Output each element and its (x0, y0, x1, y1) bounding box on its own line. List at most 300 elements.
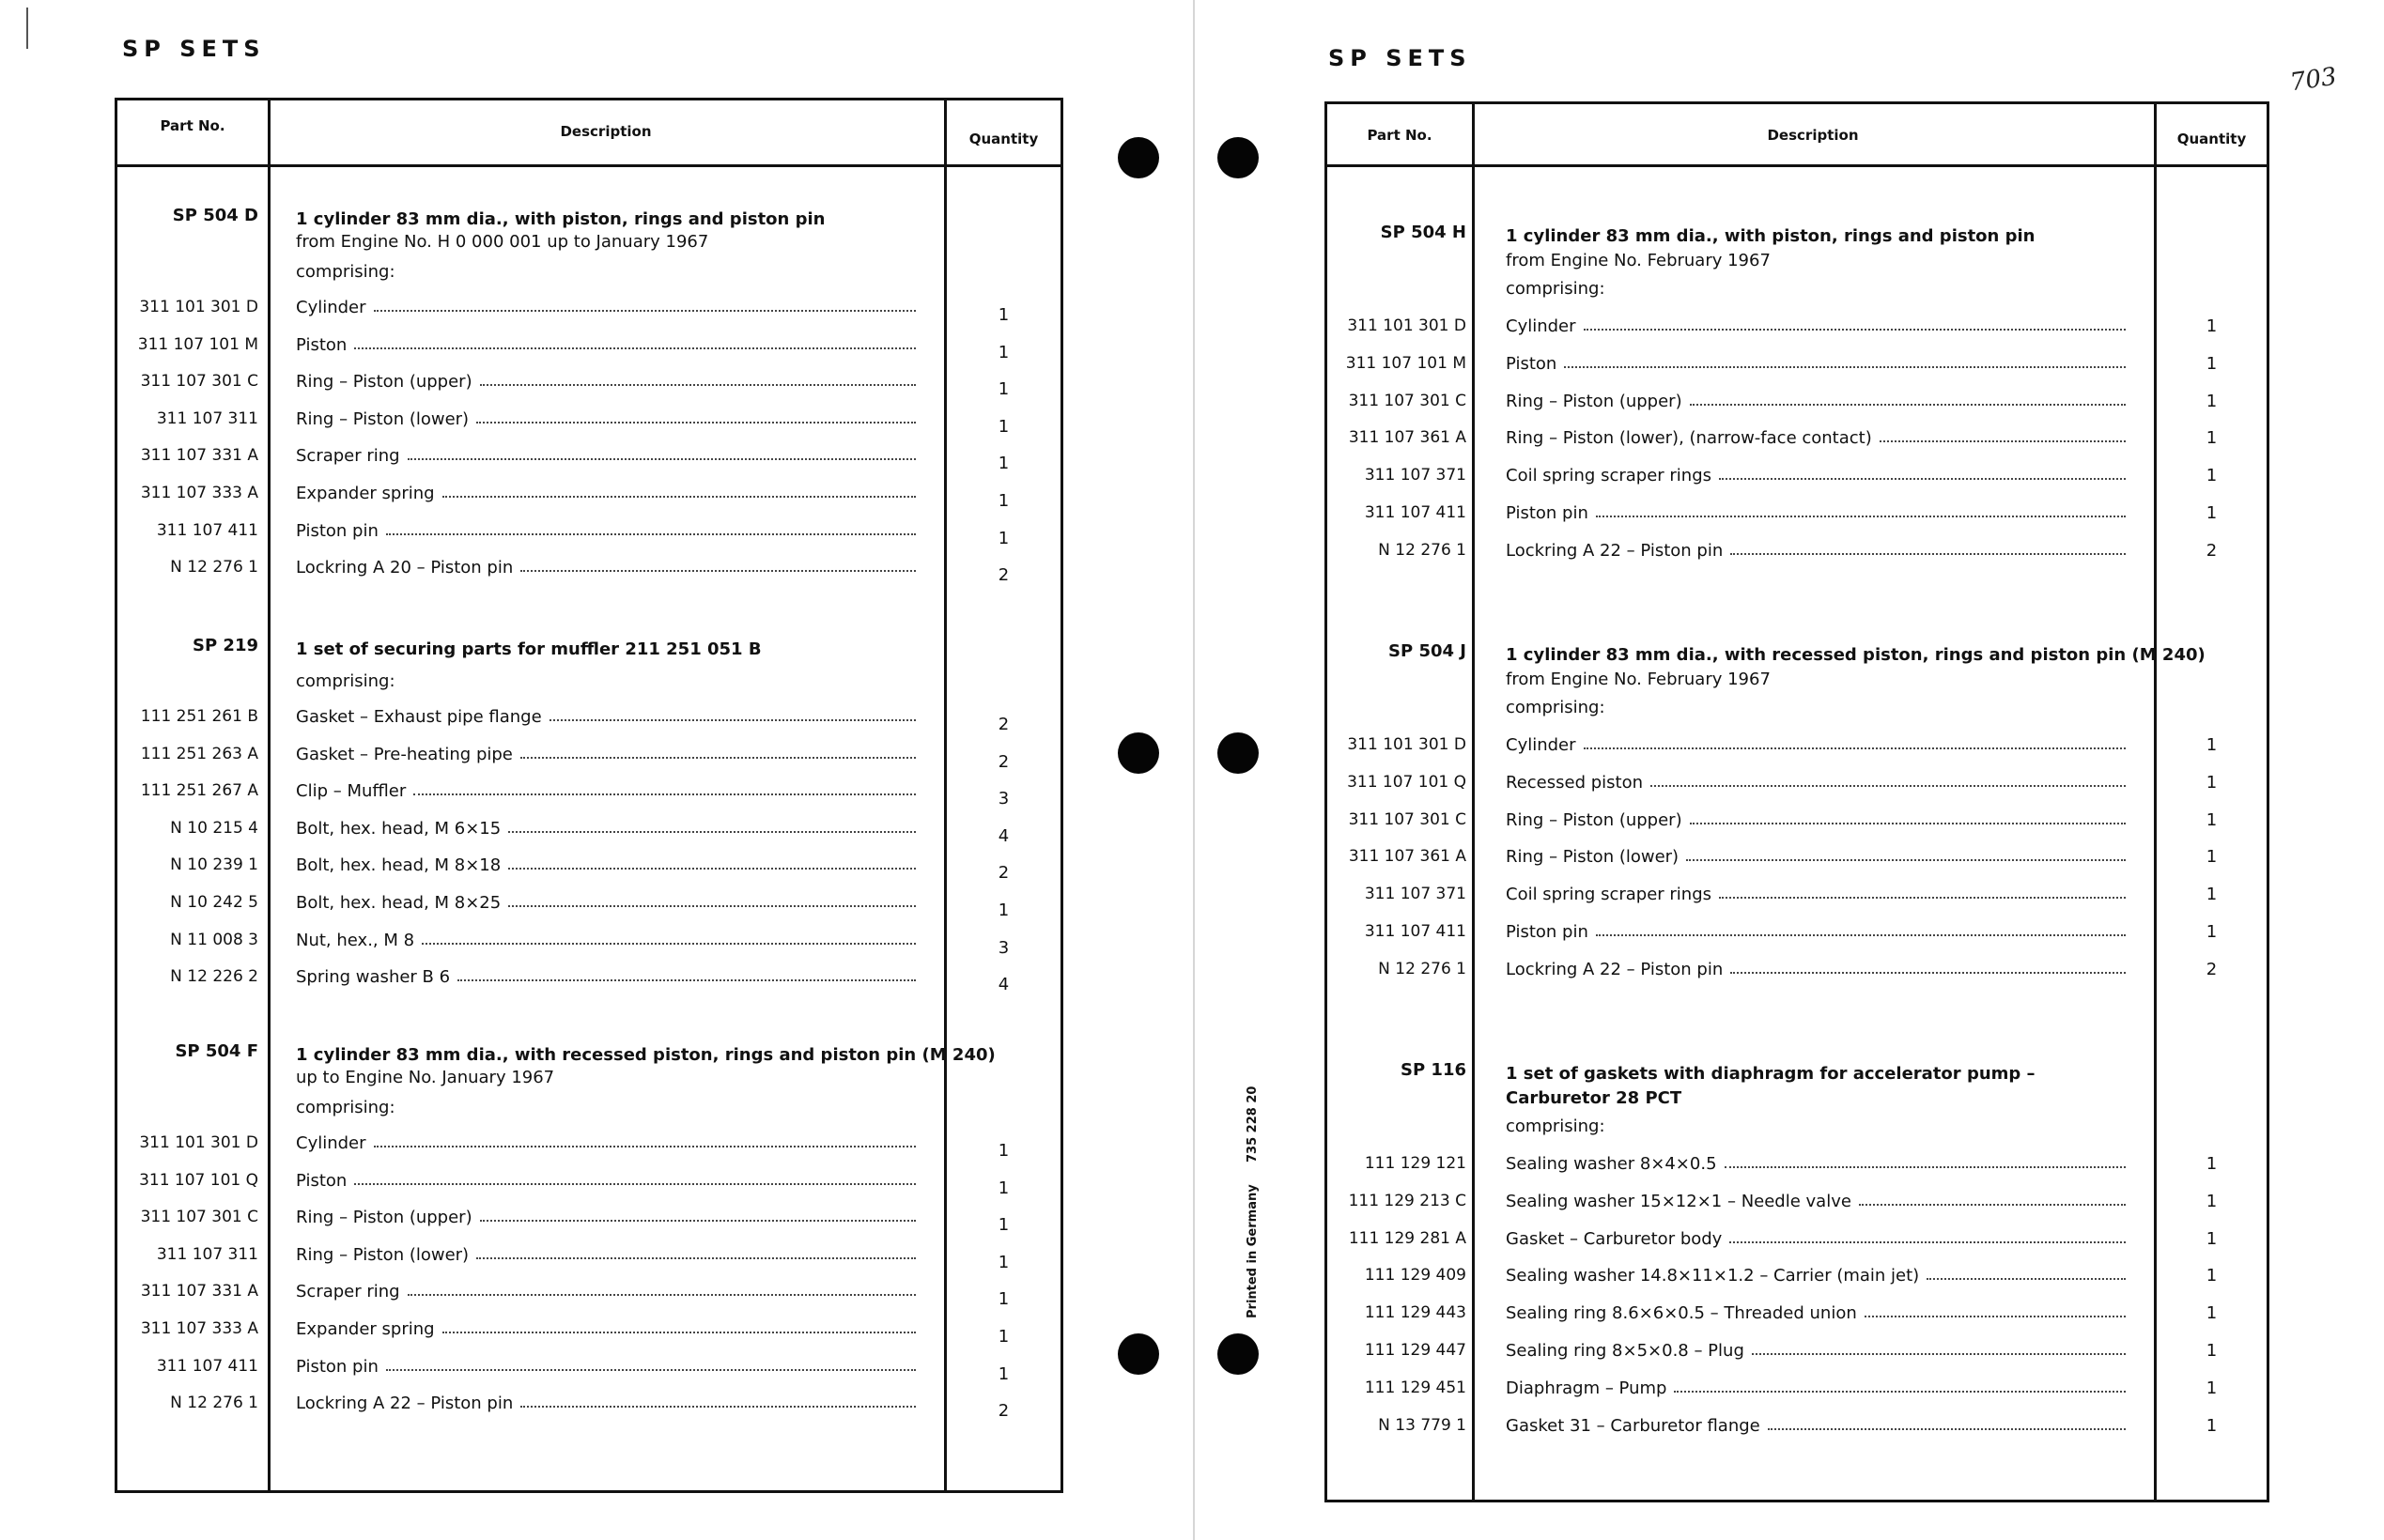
table-row (117, 1394, 1060, 1427)
item-description (296, 745, 916, 764)
table-row (1327, 847, 2267, 881)
parts-table (115, 98, 1063, 1493)
part-number: N 12 276 1 (170, 1394, 258, 1413)
item-description (296, 1357, 916, 1377)
description-text: Ring – Piston (upper) (296, 372, 472, 393)
table-row (1327, 922, 2267, 956)
description-text: Sealing washer 15×12×1 – Needle valve (1506, 1191, 1851, 1211)
item-description (1506, 735, 2126, 755)
part-number: N 11 008 3 (170, 930, 258, 949)
part-number: 311 107 331 A (140, 1282, 258, 1301)
item-description (1506, 960, 2126, 979)
item-description (1506, 1192, 2126, 1211)
item-description (296, 1245, 916, 1265)
leader-dots (413, 793, 916, 795)
quantity: 1 (998, 901, 1010, 920)
item-description (1506, 1303, 2126, 1323)
quantity: 2 (998, 1401, 1010, 1422)
quantity: 1 (2206, 847, 2218, 868)
description-text: Sealing washer 8×4×0.5 (1506, 1154, 1717, 1174)
part-number: 311 101 301 D (1347, 316, 1466, 335)
part-number: 111 251 263 A (140, 744, 258, 763)
page-heading: SP SETS (122, 36, 266, 62)
part-number: 311 101 301 D (139, 1133, 258, 1152)
leader-dots (508, 905, 916, 907)
leader-dots (508, 831, 916, 833)
description-text: Coil spring scraper rings (1506, 466, 1712, 486)
quantity: 1 (998, 1327, 1010, 1347)
description-text: Lockring A 22 – Piston pin (1506, 540, 1724, 561)
item-description (296, 372, 916, 392)
description-text: Scraper ring (296, 1282, 400, 1302)
table-row (1327, 466, 2267, 500)
table-row (1327, 1229, 2267, 1263)
leader-dots (1650, 785, 2126, 787)
table-row (1327, 1303, 2267, 1337)
item-description (1506, 847, 2126, 867)
leader-dots (1596, 934, 2126, 936)
leader-dots (476, 422, 916, 424)
print-code: 735 228 20 (1246, 1086, 1260, 1163)
set-subtitle: up to Engine No. January 1967 (296, 1068, 555, 1087)
item-description (1506, 316, 2126, 336)
comprising-label: comprising: (296, 262, 395, 282)
part-number: 111 251 261 B (140, 707, 258, 726)
item-description (296, 1282, 916, 1301)
description-text: Sealing washer 14.8×11×1.2 – Carrier (main jet) (1506, 1266, 1920, 1286)
quantity: 1 (2206, 428, 2218, 449)
item-description (296, 484, 916, 503)
item-description (1506, 466, 2126, 485)
table-row (1327, 1341, 2267, 1375)
quantity: 1 (998, 454, 1010, 474)
item-description (296, 1208, 916, 1227)
set-code: SP 504 J (1388, 641, 1466, 661)
leader-dots (386, 1369, 916, 1371)
part-number: N 12 226 2 (170, 967, 258, 987)
table-row (117, 745, 1060, 778)
leader-dots (1690, 823, 2126, 824)
part-number: 311 107 361 A (1348, 428, 1466, 448)
comprising-label: comprising: (1506, 1116, 1605, 1136)
set-code: SP 504 F (175, 1041, 258, 1061)
set-code: SP 116 (1401, 1060, 1466, 1080)
item-description (296, 1171, 916, 1191)
quantity: 1 (2206, 316, 2218, 336)
leader-dots (1686, 859, 2126, 861)
description-text: Gasket – Carburetor body (1506, 1228, 1723, 1249)
description-text: Expander spring (296, 1319, 435, 1339)
col-header-part-no: Part No. (160, 117, 225, 134)
quantity: 1 (998, 1363, 1010, 1384)
quantity: 2 (998, 751, 1010, 772)
item-description (296, 335, 916, 355)
item-description (296, 1394, 916, 1413)
comprising-label: comprising: (296, 1098, 395, 1117)
quantity: 4 (998, 975, 1010, 995)
description-text: Diaphragm – Pump (1506, 1378, 1667, 1398)
quantity: 1 (998, 342, 1010, 362)
part-number: 311 107 333 A (140, 484, 258, 502)
leader-dots (1584, 329, 2126, 331)
set-subtitle: from Engine No. February 1967 (1506, 251, 1771, 270)
description-text: Coil spring scraper rings (1506, 885, 1712, 905)
description-text: Gasket – Exhaust pipe flange (296, 707, 542, 727)
binder-hole (1217, 1333, 1259, 1375)
leader-dots (457, 979, 916, 981)
comprising-label: comprising: (1506, 698, 1605, 717)
leader-dots (374, 1146, 916, 1147)
table-row (117, 409, 1060, 443)
part-number: 311 107 311 (156, 408, 258, 428)
item-description (1506, 392, 2126, 411)
description-text: Ring – Piston (upper) (1506, 391, 1682, 411)
quantity: 2 (998, 715, 1010, 734)
part-number: 311 101 301 D (139, 298, 258, 316)
quantity: 1 (2206, 503, 2218, 523)
set-code: SP 504 D (172, 206, 258, 225)
description-text: Expander spring (296, 484, 435, 503)
part-number: 311 107 411 (156, 1356, 258, 1376)
leader-dots (1880, 440, 2126, 442)
comprising-label: comprising: (1506, 279, 1605, 299)
comprising-label: comprising: (296, 671, 395, 691)
leader-dots (1564, 366, 2126, 368)
leader-dots (480, 384, 916, 386)
table-row (117, 521, 1060, 555)
item-description (1506, 885, 2126, 904)
leader-dots (386, 533, 916, 535)
part-number: N 12 276 1 (1378, 540, 1466, 560)
item-description (296, 446, 916, 466)
item-description (1506, 503, 2126, 523)
quantity: 2 (998, 863, 1010, 884)
table-row (117, 1319, 1060, 1353)
table-row (117, 819, 1060, 853)
description-text: Bolt, hex. head, M 8×25 (296, 893, 502, 913)
table-row (117, 1245, 1060, 1279)
table-row (1327, 1154, 2267, 1188)
set-title: 1 cylinder 83 mm dia., with recessed piston, rings and piston pin (M 240) (1506, 645, 2206, 665)
quantity: 1 (2206, 1303, 2218, 1324)
quantity: 1 (2206, 735, 2218, 755)
quantity: 1 (998, 1252, 1010, 1272)
item-description (1506, 922, 2126, 942)
table-row (117, 967, 1060, 1001)
col-header-description: Description (560, 123, 652, 140)
part-number: N 13 779 1 (1378, 1415, 1466, 1435)
leader-dots (476, 1257, 916, 1259)
item-description (296, 855, 916, 875)
leader-dots (1596, 516, 2126, 517)
description-text: Piston (296, 334, 348, 355)
description-text: Bolt, hex. head, M 6×15 (296, 818, 502, 839)
item-description (1506, 1378, 2126, 1398)
table-row (117, 446, 1060, 480)
part-number: 311 107 301 C (1348, 391, 1466, 410)
quantity: 1 (998, 1178, 1010, 1198)
description-text: Ring – Piston (lower) (296, 1244, 470, 1265)
description-text: Spring washer B 6 (296, 967, 451, 988)
page-heading: SP SETS (1328, 45, 1472, 71)
item-description (296, 298, 916, 317)
part-number: 311 107 371 (1364, 885, 1466, 904)
quantity: 1 (2206, 466, 2218, 486)
leader-dots (1865, 1316, 2126, 1317)
table-row (1327, 316, 2267, 350)
table-row (117, 1133, 1060, 1167)
quantity: 1 (2206, 391, 2218, 411)
quantity: 2 (2206, 959, 2218, 979)
part-number: N 10 239 1 (170, 855, 258, 875)
part-number: 111 129 447 (1364, 1341, 1466, 1360)
table-row (117, 1282, 1060, 1316)
set-code: SP 219 (193, 636, 258, 655)
binder-hole (1118, 732, 1159, 774)
description-text: Gasket 31 – Carburetor flange (1506, 1415, 1760, 1436)
item-description (1506, 810, 2126, 830)
leader-dots (480, 1220, 916, 1222)
table-row (117, 855, 1060, 889)
table-row (1327, 503, 2267, 537)
quantity: 1 (2206, 1266, 2218, 1286)
table-row (117, 558, 1060, 592)
item-description (1506, 541, 2126, 561)
part-number: 111 129 443 (1364, 1303, 1466, 1323)
table-row (1327, 735, 2267, 769)
set-subtitle: from Engine No. H 0 000 001 up to January 1967 (296, 232, 709, 252)
quantity: 1 (2206, 1378, 2218, 1398)
leader-dots (442, 496, 916, 498)
leader-dots (442, 1332, 916, 1333)
set-title: 1 cylinder 83 mm dia., with recessed piston, rings and piston pin (M 240) (296, 1045, 996, 1065)
part-number: 311 107 301 C (140, 1208, 258, 1227)
description-text: Ring – Piston (lower) (1506, 847, 1680, 868)
description-text: Ring – Piston (upper) (1506, 809, 1682, 830)
description-text: Cylinder (296, 298, 366, 317)
set-subtitle: from Engine No. February 1967 (1506, 670, 1771, 689)
quantity: 1 (998, 1215, 1010, 1236)
table-row (1327, 1378, 2267, 1412)
table-row (117, 372, 1060, 406)
quantity: 4 (998, 825, 1010, 846)
leader-dots (1719, 897, 2126, 899)
parts-table (1324, 101, 2269, 1502)
quantity: 1 (2206, 1415, 2218, 1436)
description-text: Piston (296, 1170, 348, 1191)
set-subtitle: Carburetor 28 PCT (1506, 1088, 1682, 1108)
item-description (1506, 1154, 2126, 1174)
part-number: 311 107 331 A (140, 446, 258, 466)
printed-in-germany: Printed in Germany (1246, 1184, 1260, 1318)
item-description (296, 819, 916, 839)
leader-dots (408, 458, 916, 460)
item-description (296, 967, 916, 987)
description-text: Cylinder (1506, 316, 1576, 336)
set-title: 1 cylinder 83 mm dia., with piston, rings and piston pin (296, 209, 826, 229)
item-description (1506, 773, 2126, 793)
leader-dots (520, 757, 916, 759)
part-number: 311 107 361 A (1348, 847, 1466, 867)
part-number: 311 101 301 D (1347, 735, 1466, 754)
table-row (1327, 1266, 2267, 1300)
quantity: 3 (998, 937, 1010, 958)
quantity: 1 (998, 528, 1010, 548)
quantity: 1 (998, 416, 1010, 437)
part-number: 111 129 451 (1364, 1378, 1466, 1397)
description-text: Ring – Piston (lower) (296, 408, 470, 429)
table-row (1327, 885, 2267, 918)
part-number: 311 107 411 (156, 520, 258, 540)
item-description (296, 558, 916, 578)
description-text: Clip – Muffler (296, 781, 407, 802)
col-header-description: Description (1767, 127, 1859, 144)
table-row (1327, 1192, 2267, 1225)
table-row (117, 707, 1060, 741)
quantity: 1 (998, 1141, 1010, 1161)
quantity: 1 (2206, 1228, 2218, 1249)
quantity: 3 (998, 789, 1010, 809)
leader-dots (422, 943, 916, 945)
leader-dots (1729, 1241, 2126, 1243)
table-row (1327, 541, 2267, 575)
description-text: Piston pin (1506, 503, 1588, 523)
quantity: 1 (2206, 1191, 2218, 1211)
col-header-quantity: Quantity (2176, 131, 2247, 147)
part-number: N 10 242 5 (170, 893, 258, 912)
quantity: 1 (2206, 1341, 2218, 1361)
part-number: 311 107 411 (1364, 922, 1466, 941)
item-description (1506, 428, 2126, 448)
part-number: N 12 276 1 (1378, 959, 1466, 978)
part-number: 111 129 121 (1364, 1154, 1466, 1173)
part-number: 111 129 409 (1364, 1266, 1466, 1286)
quantity: 1 (998, 1289, 1010, 1310)
set-title: 1 set of securing parts for muffler 211 251 051 B (296, 639, 762, 659)
description-text: Ring – Piston (upper) (296, 1208, 472, 1228)
right-page (1193, 0, 2384, 1540)
item-description (296, 521, 916, 541)
description-text: Ring – Piston (lower), (narrow-face contact) (1506, 428, 1872, 449)
description-text: Piston pin (1506, 922, 1588, 942)
description-text: Sealing ring 8×5×0.8 – Plug (1506, 1341, 1744, 1361)
item-description (296, 781, 916, 801)
leader-dots (520, 570, 916, 572)
table-row (1327, 392, 2267, 425)
set-title: 1 set of gaskets with diaphragm for accelerator pump – (1506, 1064, 2036, 1084)
part-number: 311 107 371 (1364, 466, 1466, 485)
leader-dots (1725, 1166, 2126, 1168)
leader-dots (1859, 1204, 2126, 1206)
col-header-quantity: Quantity (968, 131, 1039, 147)
binder-hole (1118, 1333, 1159, 1375)
item-description (1506, 1341, 2126, 1361)
description-text: Sealing ring 8.6×6×0.5 – Threaded union (1506, 1303, 1857, 1324)
leader-dots (1730, 553, 2126, 555)
description-text: Lockring A 22 – Piston pin (296, 1394, 514, 1414)
item-description (1506, 1266, 2126, 1286)
item-description (296, 707, 916, 727)
table-row (1327, 810, 2267, 844)
item-description (296, 893, 916, 913)
description-text: Nut, hex., M 8 (296, 930, 415, 950)
binder-hole (1118, 137, 1159, 178)
table-row (1327, 960, 2267, 993)
table-row (117, 484, 1060, 517)
quantity: 1 (2206, 885, 2218, 905)
item-description (1506, 1416, 2126, 1436)
part-number: 311 107 301 C (1348, 809, 1466, 829)
item-description (296, 1319, 916, 1339)
leader-dots (1730, 972, 2126, 974)
table-row (117, 1171, 1060, 1205)
binder-hole (1217, 732, 1259, 774)
quantity: 1 (998, 491, 1010, 511)
description-text: Cylinder (1506, 735, 1576, 755)
quantity: 1 (998, 305, 1010, 325)
table-row (117, 335, 1060, 369)
leader-dots (508, 868, 916, 870)
description-text: Piston pin (296, 1356, 379, 1377)
part-number: 311 107 101 Q (139, 1170, 258, 1190)
margin-mark (26, 8, 28, 49)
description-text: Scraper ring (296, 446, 400, 467)
item-description (1506, 354, 2126, 374)
quantity: 1 (998, 379, 1010, 400)
part-number: 111 129 213 C (1348, 1191, 1466, 1210)
part-number: 311 107 101 M (1345, 353, 1466, 373)
table-row (117, 1208, 1060, 1241)
item-description (296, 931, 916, 950)
table-row (117, 1357, 1060, 1391)
leader-dots (520, 1406, 916, 1408)
table-row (117, 781, 1060, 815)
description-text: Bolt, hex. head, M 8×18 (296, 855, 502, 876)
quantity: 1 (2206, 922, 2218, 942)
quantity: 1 (2206, 1154, 2218, 1174)
quantity: 2 (2206, 540, 2218, 561)
leader-dots (1584, 747, 2126, 749)
leader-dots (1752, 1353, 2126, 1355)
description-text: Cylinder (296, 1133, 366, 1153)
leader-dots (1768, 1428, 2126, 1430)
description-text: Piston (1506, 353, 1557, 374)
part-number: 111 129 281 A (1348, 1228, 1466, 1248)
handwritten-page-number: 703 (2288, 62, 2339, 98)
leader-dots (408, 1294, 916, 1296)
part-number: 111 251 267 A (140, 781, 258, 801)
set-code: SP 504 H (1380, 223, 1466, 242)
col-header-part-no: Part No. (1367, 127, 1432, 144)
table-row (1327, 354, 2267, 388)
description-text: Gasket – Pre-heating pipe (296, 744, 513, 764)
table-row (1327, 428, 2267, 462)
leader-dots (1927, 1278, 2126, 1280)
leader-dots (354, 1183, 916, 1185)
description-text: Recessed piston (1506, 772, 1644, 793)
table-row (1327, 1416, 2267, 1450)
quantity: 1 (2206, 772, 2218, 793)
part-number: 311 107 411 (1364, 503, 1466, 522)
item-description (296, 409, 916, 429)
leader-dots (354, 347, 916, 349)
binder-hole (1217, 137, 1259, 178)
quantity: 1 (2206, 809, 2218, 830)
description-text: Piston pin (296, 520, 379, 541)
part-number: 311 107 311 (156, 1244, 258, 1264)
leader-dots (550, 719, 916, 721)
part-number: 311 107 333 A (140, 1319, 258, 1338)
